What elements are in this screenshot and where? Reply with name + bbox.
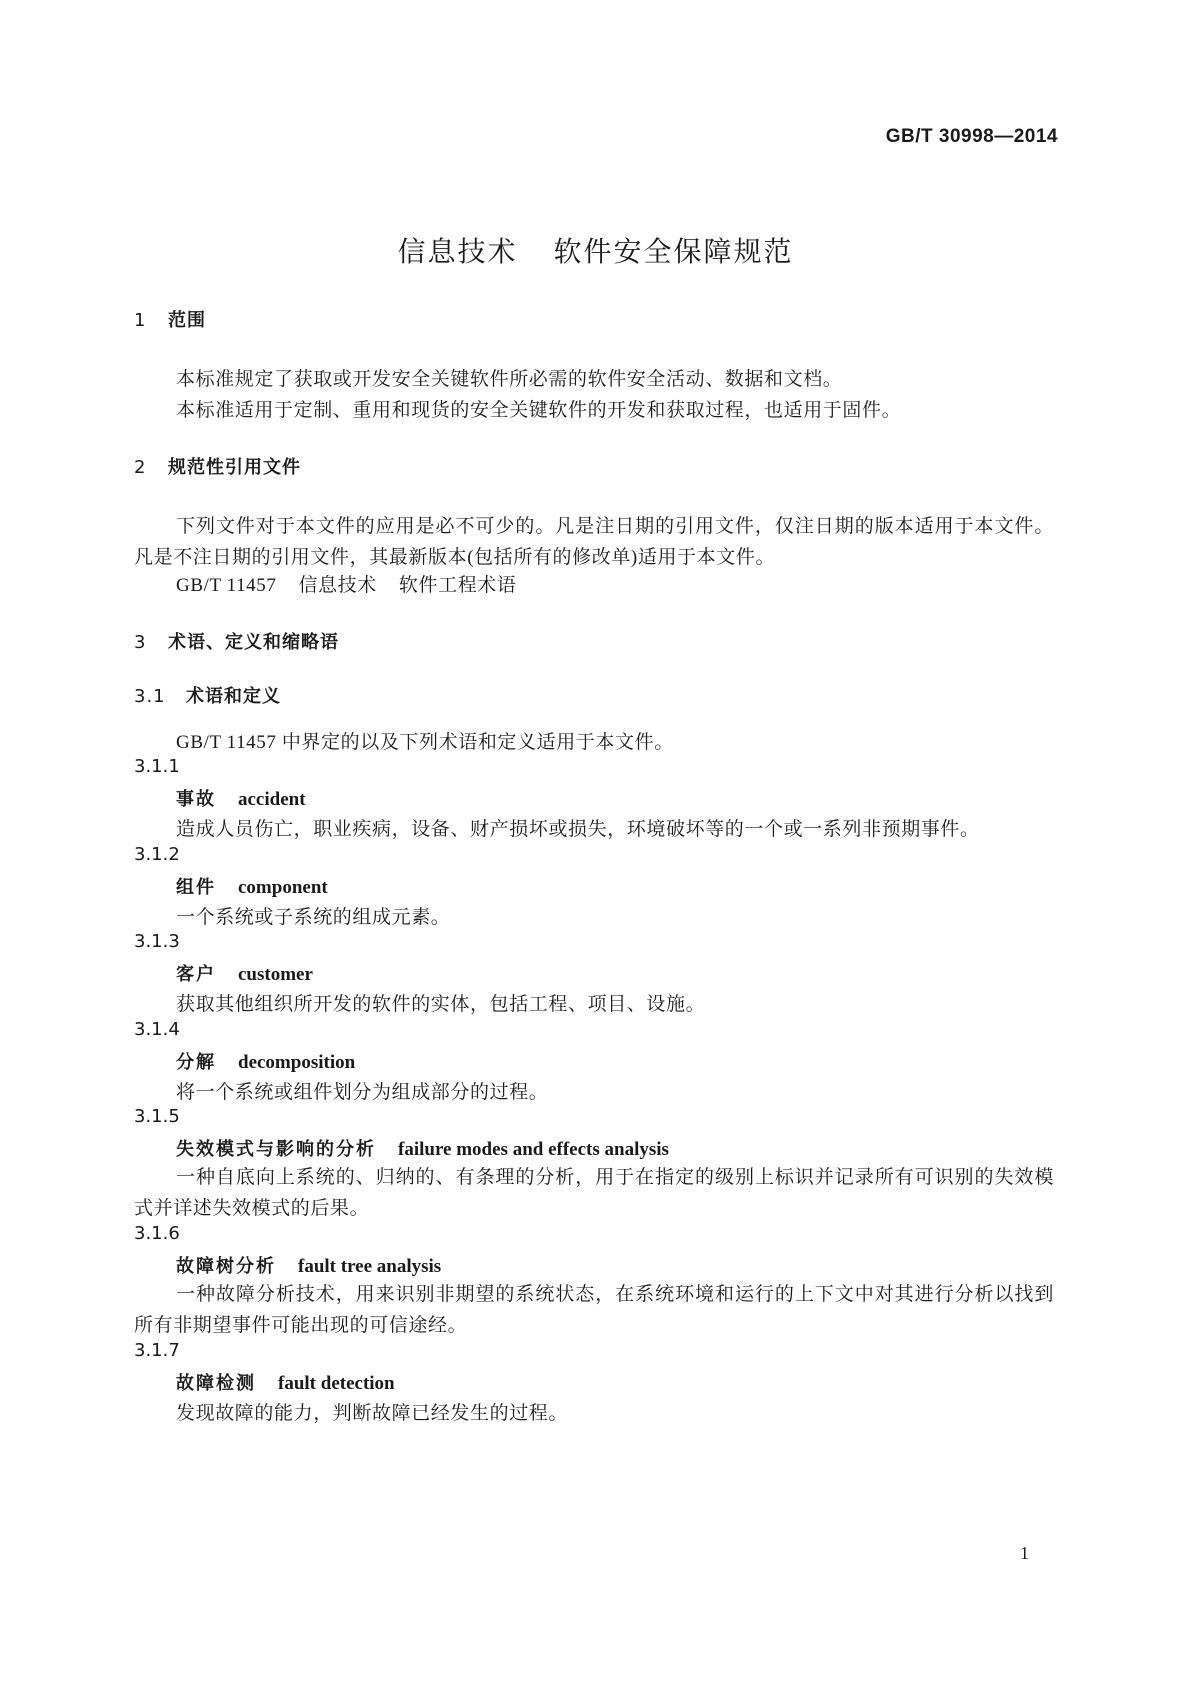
section-1-paragraph-1: 本标准规定了获取或开发安全关键软件所必需的软件安全活动、数据和文档。 xyxy=(176,369,843,390)
term-definition: 一种故障分析技术，用来识别非期望的系统状态，在系统环境和运行的上下文中对其进行分析以找到所有非期望事件可能出现的可信途经。 xyxy=(134,1284,1054,1336)
normative-reference xyxy=(176,570,517,597)
term-heading: 故障检测 fault detection xyxy=(176,1373,395,1394)
term-number: 3.1.3 xyxy=(134,931,180,952)
term-heading: 客户 customer xyxy=(176,964,313,985)
term-definition: 一个系统或子系统的组成元素。 xyxy=(176,907,451,928)
title-part-2: 软件安全保障规范 xyxy=(553,235,794,268)
term-definition: 造成人员伤亡，职业疾病，设备、财产损坏或损失，环境破坏等的一个或一系列非预期事件。 xyxy=(176,819,980,840)
document-title xyxy=(0,230,1191,270)
term-definition: 一种自底向上系统的、归纳的、有条理的分析，用于在指定的级别上标识并记录所有可识别的失效模式并详述失效模式的后果。 xyxy=(134,1167,1054,1219)
title-part-1: 信息技术 xyxy=(397,235,518,268)
section-2-paragraph: 下列文件对于本文件的应用是必不可少的。凡是注日期的引用文件，仅注日期的版本适用于本文件。凡是不注日期的引用文件，其最新版本(包括所有的修改单)适用于本文件。 xyxy=(134,516,1054,568)
term-number: 3.1.4 xyxy=(134,1019,180,1040)
reference-title-2: 软件工程术语 xyxy=(398,575,517,596)
section-1-heading: 1 范围 xyxy=(134,310,206,331)
section-3-1-heading: 3.1 术语和定义 xyxy=(134,686,281,707)
term-heading: 事故 accident xyxy=(176,789,306,810)
section-2-heading: 2 规范性引用文件 xyxy=(134,457,301,478)
term-number: 3.1.6 xyxy=(134,1223,180,1244)
term-number: 3.1.7 xyxy=(134,1340,180,1361)
term-definition: 发现故障的能力，判断故障已经发生的过程。 xyxy=(176,1403,569,1424)
page-number: 1 xyxy=(1020,1543,1029,1563)
term-heading: 失效模式与影响的分析 failure modes and effects analysis xyxy=(176,1139,669,1160)
term-definition: 获取其他组织所开发的软件的实体，包括工程、项目、设施。 xyxy=(176,994,706,1015)
term-heading: 故障树分析 fault tree analysis xyxy=(176,1256,442,1277)
term-heading: 组件 component xyxy=(176,877,328,898)
terms-intro: GB/T 11457 中界定的以及下列术语和定义适用于本文件。 xyxy=(176,732,674,753)
term-definition: 将一个系统或组件划分为组成部分的过程。 xyxy=(176,1082,549,1103)
term-number: 3.1.2 xyxy=(134,844,180,865)
reference-code: GB/T 11457 xyxy=(176,575,277,596)
section-1-paragraph-2: 本标准适用于定制、重用和现货的安全关键软件的开发和获取过程，也适用于固件。 xyxy=(176,400,902,421)
section-3-heading: 3 术语、定义和缩略语 xyxy=(134,632,339,653)
standard-number: GB/T 30998—2014 xyxy=(885,126,1058,147)
reference-title-1: 信息技术 xyxy=(298,575,377,596)
term-number: 3.1.5 xyxy=(134,1106,180,1127)
term-number: 3.1.1 xyxy=(134,756,180,777)
term-heading: 分解 decomposition xyxy=(176,1052,356,1073)
